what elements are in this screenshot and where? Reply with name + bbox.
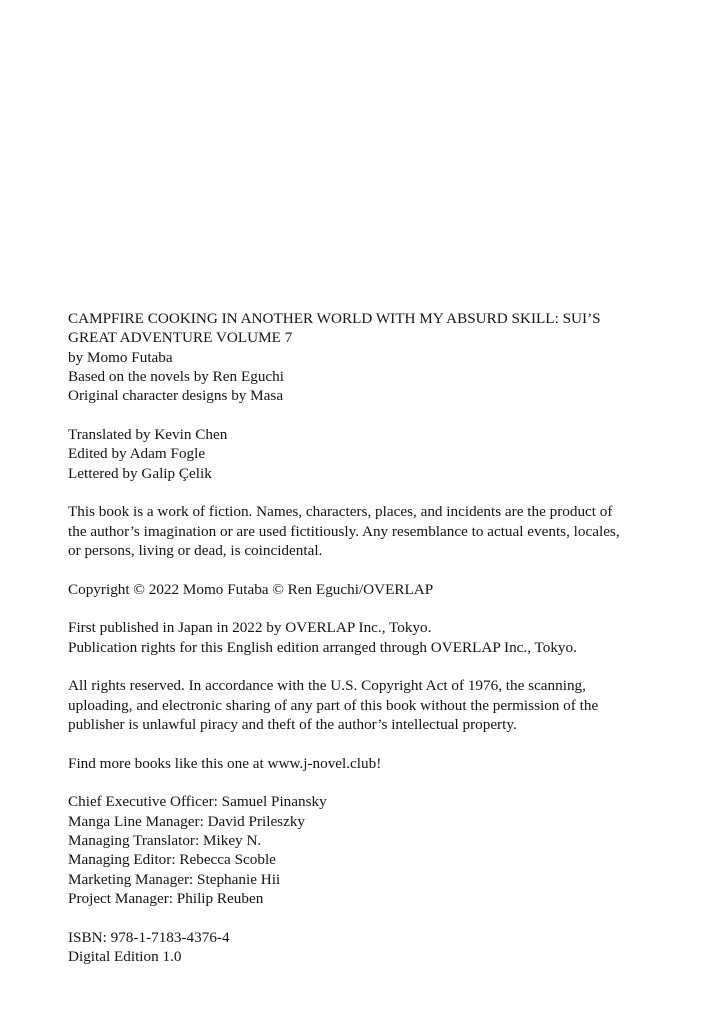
based-on-novels-line: Based on the novels by Ren Eguchi xyxy=(68,367,284,385)
manga-line-manager-line: Manga Line Manager: David Prileszky xyxy=(68,812,306,830)
translator-line: Translated by Kevin Chen xyxy=(68,425,228,443)
first-published-line: First published in Japan in 2022 by OVERLAP Inc., Tokyo. xyxy=(68,619,432,637)
copyright-block xyxy=(68,580,667,599)
book-title-line-1: CAMPFIRE COOKING IN ANOTHER WORLD WITH MY ABSURD SKILL: SUI’S xyxy=(68,310,601,327)
publication-block xyxy=(68,618,667,657)
editor-line: Edited by Adam Fogle xyxy=(68,445,206,463)
title-block xyxy=(68,309,667,406)
credits-block xyxy=(68,425,667,483)
isbn-block xyxy=(68,928,667,967)
ceo-line: Chief Executive Officer: Samuel Pinansky xyxy=(68,793,327,811)
character-designs-line: Original character designs by Masa xyxy=(68,387,284,405)
book-title-line-2: GREAT ADVENTURE VOLUME 7 xyxy=(68,329,293,347)
rights-line-1: All rights reserved. In accordance with the U.S. Copyright Act of 1976, the scanning, xyxy=(68,677,586,695)
letterer-line: Lettered by Galip Çelik xyxy=(68,464,212,482)
marketing-manager-line: Marketing Manager: Stephanie Hii xyxy=(68,870,281,888)
copyright-line: Copyright © 2022 Momo Futaba © Ren Eguchi/OVERLAP xyxy=(68,580,434,598)
managing-editor-line: Managing Editor: Rebecca Scoble xyxy=(68,851,276,869)
isbn-line: ISBN: 978-1-7183-4376-4 xyxy=(68,928,230,946)
rights-line-3: publisher is unlawful piracy and theft of the author’s intellectual property. xyxy=(68,715,517,733)
project-manager-line: Project Manager: Philip Reuben xyxy=(68,889,264,907)
disclaimer-line-2: the author’s imagination or are used fictitiously. Any resemblance to actual events, locales, xyxy=(68,522,620,540)
staff-block xyxy=(68,792,667,908)
publication-rights-line: Publication rights for this English edition arranged through OVERLAP Inc., Tokyo. xyxy=(68,638,577,656)
find-more-books-line: Find more books like this one at www.j-novel.club! xyxy=(68,754,382,772)
disclaimer-line-3: or persons, living or dead, is coincidental. xyxy=(68,541,323,559)
author-line: by Momo Futaba xyxy=(68,348,173,366)
rights-block xyxy=(68,676,667,734)
fiction-disclaimer xyxy=(68,502,667,560)
promo-block xyxy=(68,754,667,773)
digital-edition-line: Digital Edition 1.0 xyxy=(68,947,182,965)
disclaimer-line-1: This book is a work of fiction. Names, characters, places, and incidents are the product of xyxy=(68,503,613,521)
managing-translator-line: Managing Translator: Mikey N. xyxy=(68,831,262,849)
rights-line-2: uploading, and electronic sharing of any part of this book without the permission of the xyxy=(68,696,599,714)
